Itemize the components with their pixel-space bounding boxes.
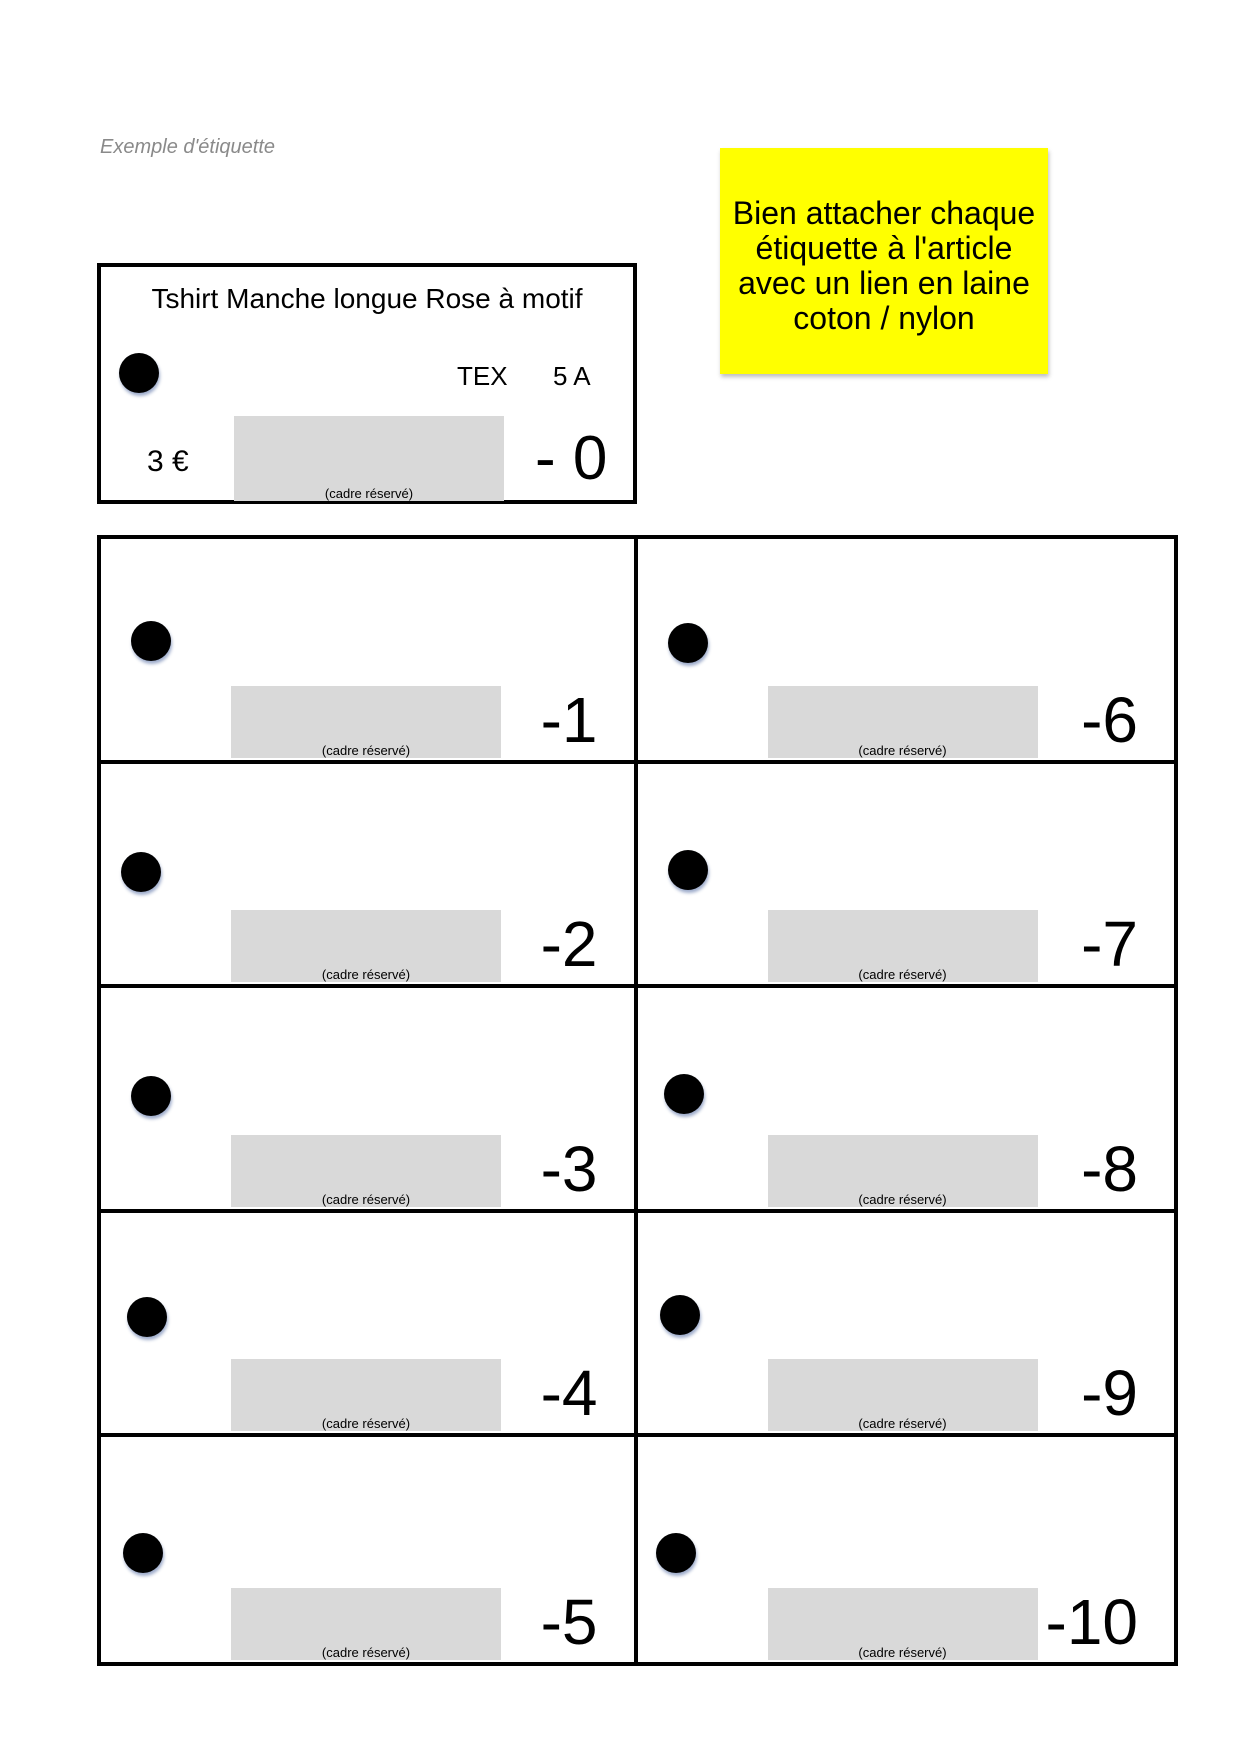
label-number: -5 xyxy=(540,1586,598,1658)
sample-label-code: TEX xyxy=(457,361,508,391)
reserved-frame xyxy=(231,1135,501,1207)
reserved-frame-label: (cadre réservé) xyxy=(321,1645,411,1660)
reserved-frame xyxy=(231,910,501,982)
reserved-frame-label: (cadre réservé) xyxy=(321,1191,411,1207)
label-cell xyxy=(101,539,638,764)
reserved-frame-label: (cadre réservé) xyxy=(858,742,947,758)
reserved-frame-label: (cadre réservé) xyxy=(858,1416,947,1432)
label-number: -7 xyxy=(1081,908,1138,981)
reserved-frame xyxy=(231,686,501,758)
caption: Exemple d'étiquette xyxy=(100,136,276,158)
reserved-frame xyxy=(768,910,1038,982)
label-number: -2 xyxy=(540,908,598,981)
label-cell xyxy=(101,1213,638,1438)
punch-hole-icon xyxy=(656,1533,696,1573)
reserved-frame-label: (cadre réservé) xyxy=(324,486,414,501)
label-grid xyxy=(97,535,1178,1666)
reserved-frame xyxy=(768,686,1038,758)
label-number: -6 xyxy=(1081,683,1138,756)
instruction-note-text: Bien attacher chaque étiquette à l'article avec un lien en laine coton / nylon xyxy=(732,195,1036,336)
label-number: -3 xyxy=(540,1132,598,1205)
reserved-frame-label: (cadre réservé) xyxy=(858,967,947,983)
label-number: -9 xyxy=(1081,1357,1138,1430)
label-cell xyxy=(638,988,1175,1213)
label-number: -10 xyxy=(1045,1586,1138,1658)
sample-label-size: 5 A xyxy=(553,361,591,391)
label-cell xyxy=(101,764,638,989)
label-number: -4 xyxy=(540,1357,598,1430)
label-cell xyxy=(638,1213,1175,1438)
reserved-frame-label: (cadre réservé) xyxy=(858,1191,947,1207)
punch-hole-icon xyxy=(119,353,159,393)
sample-label xyxy=(97,263,637,504)
label-cell xyxy=(101,988,638,1213)
reserved-frame xyxy=(768,1135,1038,1207)
punch-hole-icon xyxy=(121,852,161,892)
punch-hole-icon xyxy=(127,1297,167,1337)
instruction-note xyxy=(720,148,1048,374)
sample-label-title: Tshirt Manche longue Rose à motif xyxy=(151,283,583,314)
label-number: -1 xyxy=(540,683,598,756)
punch-hole-icon xyxy=(123,1533,163,1573)
reserved-frame xyxy=(231,1359,501,1431)
reserved-frame-label: (cadre réservé) xyxy=(321,967,411,983)
reserved-frame xyxy=(234,416,504,501)
punch-hole-icon xyxy=(668,850,708,890)
sample-label-price: 3 € xyxy=(147,445,189,478)
reserved-frame xyxy=(768,1588,1038,1660)
reserved-frame xyxy=(231,1588,501,1660)
reserved-frame-label: (cadre réservé) xyxy=(321,742,411,758)
punch-hole-icon xyxy=(131,1076,171,1116)
punch-hole-icon xyxy=(668,623,708,663)
reserved-frame-label: (cadre réservé) xyxy=(321,1416,411,1432)
punch-hole-icon xyxy=(660,1295,700,1335)
label-number: -8 xyxy=(1081,1132,1138,1205)
label-cell xyxy=(638,539,1175,764)
label-cell xyxy=(101,1437,638,1662)
reserved-frame-label: (cadre réservé) xyxy=(858,1645,947,1660)
label-cell xyxy=(638,764,1175,989)
punch-hole-icon xyxy=(664,1074,704,1114)
reserved-frame xyxy=(768,1359,1038,1431)
sample-label-number: - 0 xyxy=(535,424,608,493)
punch-hole-icon xyxy=(131,621,171,661)
label-cell xyxy=(638,1437,1175,1662)
